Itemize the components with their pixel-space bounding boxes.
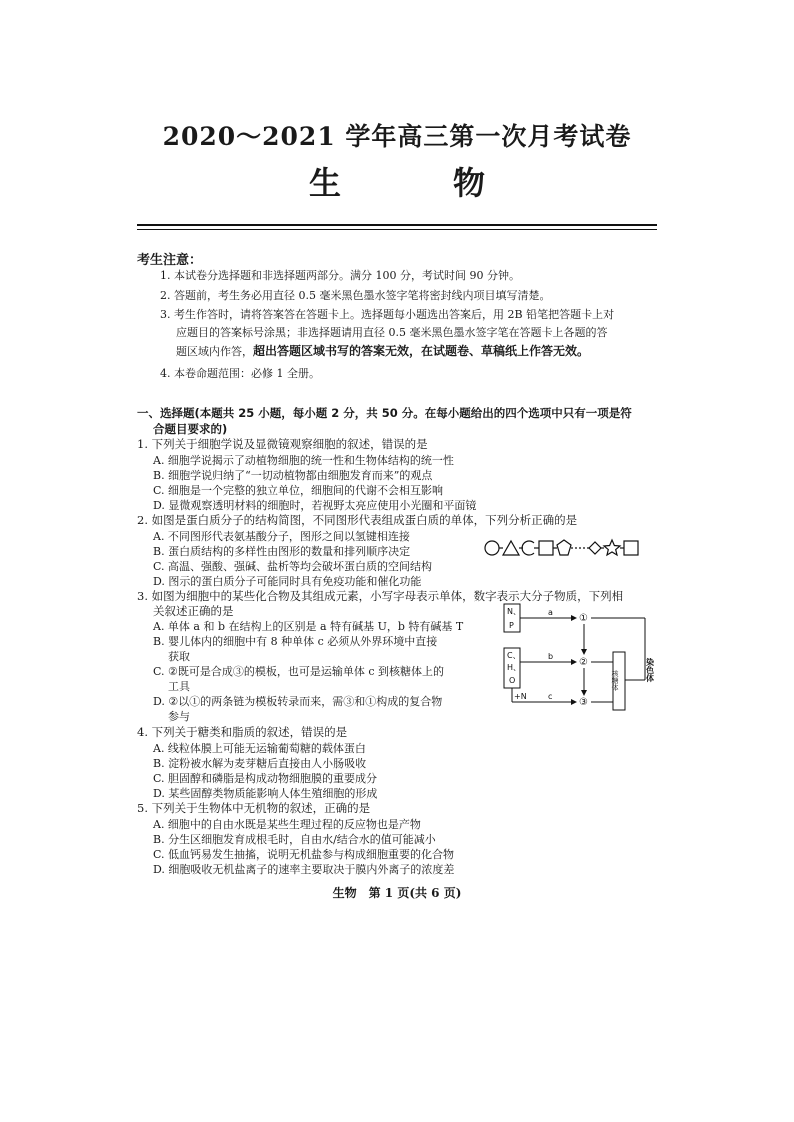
section-heading: 一、选择题(本题共 25 小题，每小题 2 分，共 50 分。在每小题给出的四个选项中只有一项是符 合题目要求的) xyxy=(137,406,632,436)
q5-option-d: D. 细胞吸收无机盐离子的速率主要取决于膜内外离子的浓度差 xyxy=(153,863,455,876)
q1-option-a: A. 细胞学说揭示了动植物细胞的统一性和生物体结构的统一性 xyxy=(153,454,454,467)
q1-option-d: D. 显微观察透明材料的细胞时，若视野太亮应使用小光圈和平面镜 xyxy=(153,499,477,512)
shape-circle-icon xyxy=(485,541,499,555)
notice-item-4: 4. 本卷命题范围：必修 1 全册。 xyxy=(160,367,320,380)
shape-pentagon-icon xyxy=(557,540,571,555)
q1-option-b: B. 细胞学说归纳了“一切动植物都由细胞发育而来”的观点 xyxy=(153,469,433,482)
q1-option-c: C. 细胞是一个完整的独立单位，细胞间的代谢不会相互影响 xyxy=(153,484,444,497)
q5-option-b: B. 分生区细胞发育成根毛时，自由水/结合水的值可能减小 xyxy=(153,833,436,846)
shape-diamond-icon xyxy=(589,542,601,554)
polymer-1: ① xyxy=(579,613,588,624)
q4-option-b: B. 淀粉被水解为麦芽糖后直接由人小肠吸收 xyxy=(153,757,367,770)
q2-option-a: A. 不同图形代表氨基酸分子，图形之间以氢键相连接 xyxy=(153,530,410,543)
protein-structure-figure xyxy=(482,537,662,559)
q4-option-d: D. 某些固醇类物质能影响人体生殖细胞的形成 xyxy=(153,787,378,800)
q3-option-a: A. 单体 a 和 b 在结构上的区别是 a 特有碱基 U，b 特有碱基 T xyxy=(153,620,464,633)
question-5-stem: 5. 下列关于生物体中无机物的叙述，正确的是 xyxy=(137,801,371,815)
box2-line2: H、 xyxy=(507,663,522,672)
q3-option-d: D. ②以①的两条链为模板转录而来，需③和①构成的复合物 xyxy=(153,695,443,708)
box2-line1: C、 xyxy=(507,651,521,660)
shape-end-square-icon xyxy=(624,541,638,555)
q3-option-c-cont: 工具 xyxy=(168,680,190,693)
notice-item-3: 3. 考生作答时，请将答案答在答题卡上。选择题每小题选出答案后，用 2B 铅笔把答题卡上对 xyxy=(160,308,615,321)
shape-square-icon xyxy=(539,541,553,555)
box1-line1: N、 xyxy=(507,607,521,616)
q3-option-c: C. ②既可是合成③的模板，也可是运输单体 c 到核糖体上的 xyxy=(153,665,445,678)
notice-item-1: 1. 本试卷分选择题和非选择题两部分。满分 100 分，考试时间 90 分钟。 xyxy=(160,269,520,282)
notice-bold-warning: 超出答题区域书写的答案无效，在试题卷、草稿纸上作答无效。 xyxy=(253,344,590,358)
polymer-2: ② xyxy=(579,657,588,668)
notice-heading: 考生注意： xyxy=(137,253,203,268)
notice-item-3-cont2: 题区域内作答，超出答题区域书写的答案无效，在试题卷、草稿纸上作答无效。 xyxy=(176,344,590,358)
q2-option-c: C. 高温、强酸、强碱、盐析等均会破坏蛋白质的空间结构 xyxy=(153,560,433,573)
monomer-a: a xyxy=(548,608,553,617)
page-footer: 生物 第 1 页(共 6 页) xyxy=(332,886,462,900)
shape-triangle-icon xyxy=(503,541,519,555)
header-rule-thin xyxy=(137,229,657,230)
polymer-3: ③ xyxy=(579,697,588,708)
plus-n-label: +N xyxy=(514,692,527,701)
exam-title: 2020～2021 学年高三第一次月考试卷 xyxy=(162,122,632,151)
subject-title: 生 物 xyxy=(308,164,525,202)
q3-option-b-cont: 获取 xyxy=(168,650,190,663)
box2-line3: O xyxy=(509,676,516,685)
ribosome-label: 核糖体 xyxy=(611,670,619,691)
compound-diagram xyxy=(500,600,670,715)
q4-option-c: C. 胆固醇和磷脂是构成动物细胞膜的重要成分 xyxy=(153,772,378,785)
question-2-stem: 2. 如图是蛋白质分子的结构简图，不同图形代表组成蛋白质的单体，下列分析正确的是 xyxy=(137,513,578,527)
notice-item-3-cont: 应题目的答案标号涂黑；非选择题请用直径 0.5 毫米黑色墨水签字笔在答题卡上各题的答 xyxy=(176,326,608,339)
shape-arc-icon xyxy=(522,541,534,555)
question-3-stem-cont: 关叙述正确的是 xyxy=(153,604,234,618)
notice-item-2: 2. 答题前，考生务必用直径 0.5 毫米黑色墨水签字笔将密封线内项目填写清楚。 xyxy=(160,289,551,302)
q3-option-d-cont: 参与 xyxy=(168,710,190,723)
q5-option-a: A. 细胞中的自由水既是某些生理过程的反应物也是产物 xyxy=(153,818,421,831)
monomer-c: c xyxy=(548,692,553,701)
shape-star-icon xyxy=(604,540,620,555)
question-4-stem: 4. 下列关于糖类和脂质的叙述，错误的是 xyxy=(137,725,348,739)
q2-option-b: B. 蛋白质结构的多样性由图形的数量和排列顺序决定 xyxy=(153,545,411,558)
q2-option-d: D. 图示的蛋白质分子可能同时具有免疫功能和催化功能 xyxy=(153,575,422,588)
q3-option-b: B. 婴儿体内的细胞中有 8 种单体 c 必须从外界环境中直接 xyxy=(153,635,438,648)
question-1-stem: 1. 下列关于细胞学说及显微镜观察细胞的叙述，错误的是 xyxy=(137,437,428,451)
monomer-b: b xyxy=(548,652,554,661)
q5-option-c: C. 低血钙易发生抽搐，说明无机盐参与构成细胞重要的化合物 xyxy=(153,848,455,861)
question-3-stem: 3. 如图为细胞中的某些化合物及其组成元素，小写字母表示单体，数字表示大分子物质，下列相 xyxy=(137,589,624,603)
q4-option-a: A. 线粒体膜上可能无运输葡萄糖的载体蛋白 xyxy=(153,742,366,755)
box1-line2: P xyxy=(509,621,514,630)
chromosome-label: 染色体 xyxy=(645,658,655,682)
header-rule-thick xyxy=(137,224,657,226)
